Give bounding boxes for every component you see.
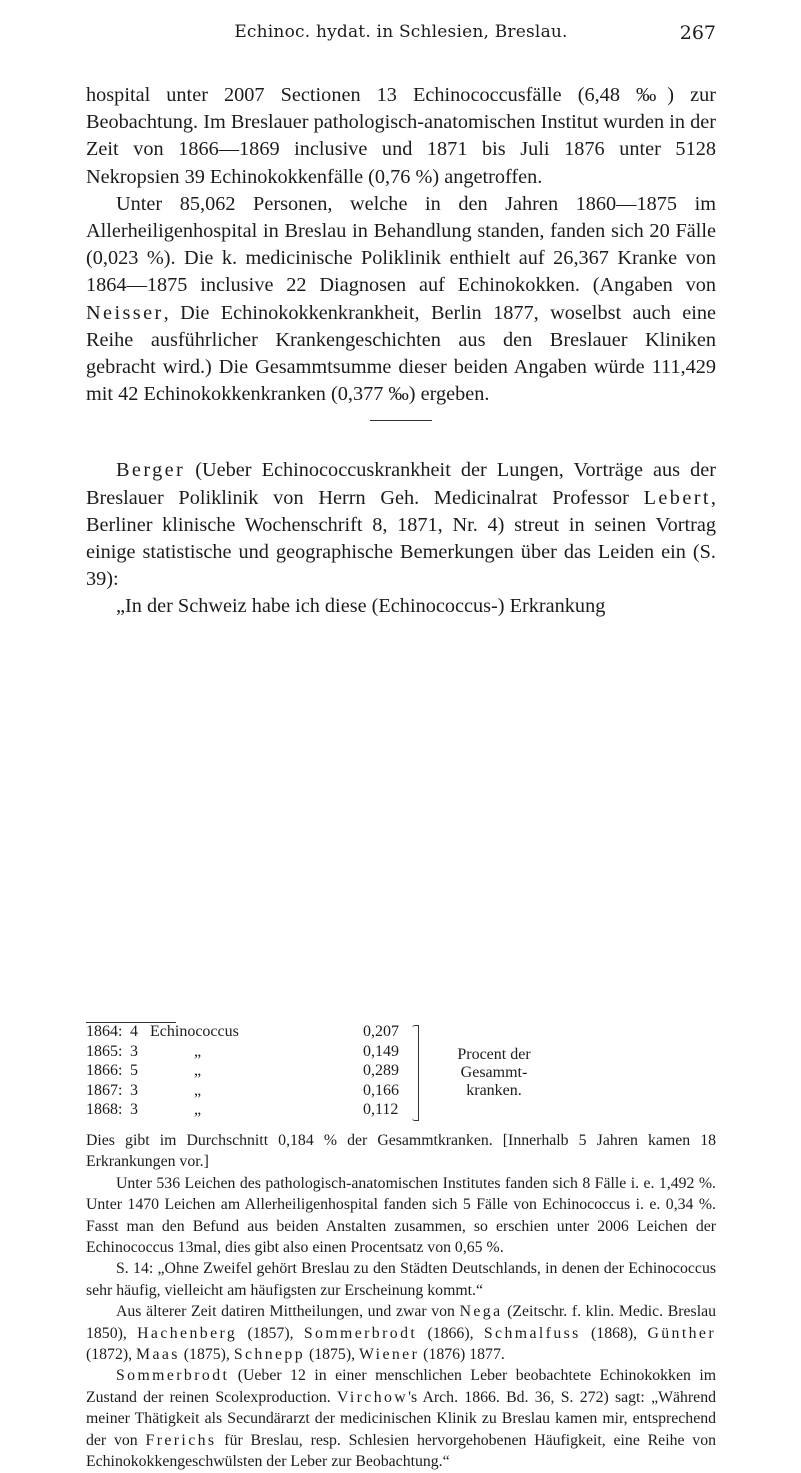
row-value: 0,289	[363, 1062, 399, 1079]
author-frerichs: Frerichs	[145, 1431, 217, 1449]
footnote-text	[86, 1130, 716, 1473]
author-guenther: Günther	[647, 1324, 717, 1342]
row-count: 3	[130, 1081, 138, 1099]
row-name: „	[194, 1101, 202, 1118]
row-year: 1865:	[86, 1042, 123, 1060]
row-name: „	[194, 1042, 202, 1060]
curly-brace	[412, 1025, 419, 1121]
row-year: 1864:	[86, 1023, 123, 1040]
row-year: 1867:	[86, 1081, 123, 1099]
author-berger: Berger	[116, 459, 186, 482]
row-year: 1866:	[86, 1062, 123, 1079]
row-count: 3	[130, 1101, 138, 1118]
row-value: 0,149	[363, 1042, 399, 1060]
text-span: (1876) 1877.	[419, 1346, 505, 1364]
row-count: 4	[130, 1023, 138, 1040]
row-value: 0,166	[363, 1081, 399, 1099]
text-span: 's Arch. 1866. Bd. 36, S. 272) sagt: „Während meiner Thätigkeit als Secundärarzt der medicinischen Klinik zu Breslau kamen mir, entsprechend der von	[86, 1388, 716, 1449]
author-hachenberg: Hachenberg	[137, 1324, 238, 1342]
row-count: 5	[130, 1062, 138, 1079]
brace-note: Procent der Gesammt-kranken.	[457, 1046, 531, 1099]
text-span: für Breslau, resp. Schlesien hervorgehobenen Häufigkeit, eine Reihe von Echinokokkengeschwülsten der Leber zur Beobachtung.“	[86, 1431, 717, 1471]
text-span: (1866),	[417, 1324, 484, 1342]
row-name: „	[194, 1081, 202, 1099]
paragraph-2-rest: , Die Echinokokkenkrankheit, Berlin 1877, woselbst auch eine Reihe ausführlicher Krankengeschichten aus den Breslauer Kliniken gebracht wird.) Die Gesammtsumme dieser beiden Angaben würde 111,429 mit 42 Echinokokkenkranken (0,377 ‰) ergeben.	[86, 301, 716, 406]
author-schnepp: Schnepp	[233, 1346, 306, 1364]
author-schmalfuss: Schmalfuss	[483, 1324, 581, 1342]
small-paragraph-1: Dies gibt im Durchschnitt 0,184 % der Gesammtkranken. [Innerhalb 5 Jahren kamen 18 Erkrankungen vor.]	[86, 1132, 716, 1171]
main-text	[86, 82, 716, 621]
row-name: Echinococcus	[150, 1023, 239, 1040]
text-span: (1868),	[580, 1324, 648, 1342]
paragraph-1: hospital unter 2007 Sectionen 13 Echinococcusfälle (6,48 ‰) zur Beobachtung. Im Breslauer pathologisch-anatomischen Institut wurden in der Zeit von 1866—1869 inclusive und 1871 bis Juli 1876 unter 5128 Nekropsien 39 Echinokokkenfälle (0,76 %) angetroffen.	[86, 84, 716, 188]
author-sommerbrodt-2: Sommerbrodt	[116, 1367, 230, 1385]
paragraph-4: „In der Schweiz habe ich diese (Echinococcus-) Erkrankung	[116, 595, 606, 618]
page-number: 267	[679, 22, 716, 44]
author-maas: Maas	[136, 1346, 180, 1364]
paragraph-3-a: (Ueber Echinococcuskrankheit der Lungen, Vorträge aus der Breslauer Poliklinik von Herrn Geh. Medicinalrat Professor	[86, 459, 716, 509]
author-sommerbrodt: Sommerbrodt	[303, 1324, 418, 1342]
running-header	[86, 22, 716, 52]
running-title: Echinoc. hydat. in Schlesien, Breslau.	[234, 22, 568, 42]
author-virchow: Virchow	[336, 1388, 409, 1406]
text-span: (Zeitschr. f. klin. Medic. Breslau 1850),	[86, 1303, 716, 1342]
row-value: 0,112	[363, 1101, 399, 1118]
text-span: (1875),	[179, 1346, 234, 1364]
paragraph-3	[86, 457, 716, 593]
paragraph-3-b: , Berliner klinische Wochenschrift 8, 1871, Nr. 4) streut in seinen Vortrag einige statistische und geographische Bemerkungen über das Leiden ein (S. 39):	[86, 486, 716, 591]
small-paragraph-5	[86, 1365, 716, 1472]
author-wiener: Wiener	[358, 1346, 420, 1364]
row-count: 3	[130, 1042, 138, 1060]
paragraph-2	[86, 191, 716, 409]
text-span: (1857),	[237, 1324, 304, 1342]
small-paragraph-4	[86, 1301, 716, 1365]
small-paragraph-2: Unter 536 Leichen des pathologisch-anatomischen Institutes fanden sich 8 Fälle i. e. 1,492 %. Unter 1470 Leichen am Allerheiligenhospital fanden sich 5 Fälle von Echinococcus i. e. 0,34 %. Fasst man den Befund aus beiden Anstalten zusammen, so erschien unter 2006 Leichen der Echinococcus 13mal, dies gibt also einen Procentsatz von 0,65 %.	[86, 1174, 716, 1257]
text-span: Aus älterer Zeit datiren Mittheilungen, und zwar von	[116, 1303, 460, 1321]
row-name: „	[194, 1062, 202, 1079]
text-span: (1875),	[305, 1346, 359, 1364]
author-nega: Nega	[459, 1303, 503, 1321]
author-neisser: Neisser	[86, 301, 164, 324]
paragraph-2-text: Unter 85,062 Personen, welche in den Jahren 1860—1875 im Allerheiligenhospital in Breslau in Behandlung standen, fanden sich 20 Fälle (0,023 %). Die k. medicinische Poliklinik enthielt auf 26,367 Kranke von 1864—1875 inclusive 22 Diagnosen auf Echinokokken. (Angaben von	[86, 192, 716, 297]
small-paragraph-3: S. 14: „Ohne Zweifel gehört Breslau zu den Städten Deutschlands, in denen der Echinococcus sehr häufig, vielleicht am häufigsten zur Erscheinung kommt.“	[86, 1260, 716, 1299]
row-value: 0,207	[363, 1023, 399, 1040]
row-year: 1868:	[86, 1101, 123, 1118]
text-span: (Ueber 12 in einer menschlichen Leber beobachtete Echinokokken im Zustand der reinen Scolexproduction.	[86, 1367, 716, 1406]
section-separator	[370, 420, 432, 421]
author-lebert: Lebert	[643, 486, 711, 509]
text-span: (1872),	[86, 1346, 137, 1364]
